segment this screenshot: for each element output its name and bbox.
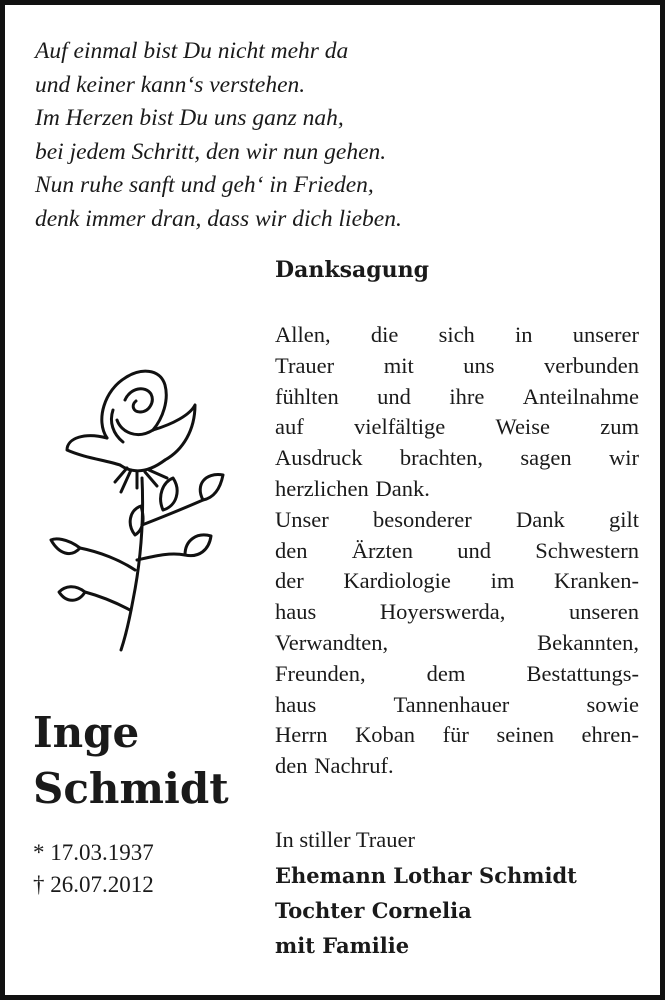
body-word: Herrn <box>275 722 328 748</box>
poem-line: Im Herzen bist Du uns ganz nah, <box>35 105 344 131</box>
body-word: Hoyerswerda, <box>379 599 506 625</box>
signatory: Tochter Cornelia <box>275 898 472 923</box>
body-word: Koban <box>355 722 416 748</box>
last-name: Schmidt <box>33 764 229 813</box>
body-line <box>275 505 639 536</box>
body-word: Trauer <box>275 352 335 378</box>
body-word: Dank <box>515 506 565 532</box>
body-word: fühlten <box>275 383 339 409</box>
body-line <box>275 597 639 628</box>
body-word: sagen <box>520 445 572 471</box>
body-line <box>275 720 639 751</box>
signatory: Ehemann Lothar Schmidt <box>275 863 577 888</box>
poem-line: bei jedem Schritt, den wir nun gehen. <box>35 138 387 165</box>
body-word: Anteilnahme <box>522 383 639 409</box>
poem-line: denk immer dran, dass wir dich lieben. <box>35 205 402 232</box>
body-word: unserer <box>572 322 639 347</box>
body-word: gilt <box>608 506 639 532</box>
rose-icon <box>45 360 235 655</box>
body-word: im <box>490 568 515 594</box>
body-word: den <box>275 753 308 779</box>
body-word: ehren- <box>581 722 639 748</box>
body-word: ihre <box>449 383 485 409</box>
first-name: Inge <box>33 708 140 757</box>
body-line <box>275 443 639 474</box>
body-word: Freunden, <box>275 660 366 686</box>
body-word: für <box>442 722 469 748</box>
body-word: der <box>275 568 304 594</box>
signoff: In stiller Trauer <box>275 827 415 852</box>
body-word: und <box>457 537 491 563</box>
body-line <box>275 320 639 351</box>
body-word: Ausdruck <box>275 445 363 471</box>
body-line <box>275 751 639 782</box>
body-line <box>275 412 639 443</box>
body-word: Bestattungs- <box>526 660 639 686</box>
body-line <box>275 566 639 597</box>
body-word: Bekannten, <box>537 629 639 655</box>
signatories <box>275 858 577 963</box>
heading-danksagung: Danksagung <box>275 257 429 283</box>
body-word: seinen <box>496 722 554 748</box>
body-word: wir <box>608 445 639 471</box>
body-line <box>275 690 639 721</box>
body-word: herzlichen <box>275 475 369 501</box>
poem-line: und keiner kann‘s verstehen. <box>35 71 306 98</box>
body-word: dem <box>426 660 466 686</box>
poem-line: Nun ruhe sanft und geh‘ in Frieden, <box>35 172 374 198</box>
body-line <box>275 659 639 690</box>
body-line <box>275 628 639 659</box>
body-word: Allen, <box>275 322 331 347</box>
body-word: besonderer <box>373 506 472 532</box>
life-dates <box>33 837 154 901</box>
body-word: Dank. <box>375 475 430 501</box>
body-word: uns <box>463 352 495 378</box>
body-word: verbunden <box>544 352 639 378</box>
poem-line: Auf einmal bist Du nicht mehr da <box>35 38 349 64</box>
body-word: Tannenhauer <box>393 691 510 717</box>
body-word: die <box>370 322 399 347</box>
body-word: mit <box>383 352 414 378</box>
body-line <box>275 536 639 567</box>
body-line <box>275 382 639 413</box>
body-word: und <box>377 383 411 409</box>
body-word: den <box>275 537 308 563</box>
body-word: haus <box>275 599 317 625</box>
body-line <box>275 474 639 505</box>
body-word: Verwandten, <box>275 629 389 655</box>
thank-you-text <box>275 320 639 782</box>
body-word: in <box>515 322 533 347</box>
deceased-name <box>33 705 229 817</box>
death-date: † 26.07.2012 <box>33 872 154 897</box>
signatory: mit Familie <box>275 933 410 958</box>
body-word: unseren <box>569 599 639 625</box>
body-word: sich <box>438 322 475 347</box>
body-word: auf <box>275 414 304 440</box>
body-word: zum <box>600 414 639 440</box>
body-word: Unser <box>275 506 329 532</box>
body-word: brachten, <box>399 445 483 471</box>
poem <box>35 35 645 236</box>
body-word: Nachruf. <box>314 753 394 779</box>
body-line <box>275 351 639 382</box>
body-word: Ärzten <box>351 537 413 563</box>
body-word: Schwestern <box>535 537 639 563</box>
body-word: haus <box>275 691 317 717</box>
body-word: Kranken- <box>554 568 639 594</box>
body-word: Kardiologie <box>343 568 451 594</box>
body-word: sowie <box>586 691 639 717</box>
body-word: vielfältige <box>354 414 446 440</box>
body-word: Weise <box>495 414 550 440</box>
birth-date: * 17.03.1937 <box>33 840 154 865</box>
